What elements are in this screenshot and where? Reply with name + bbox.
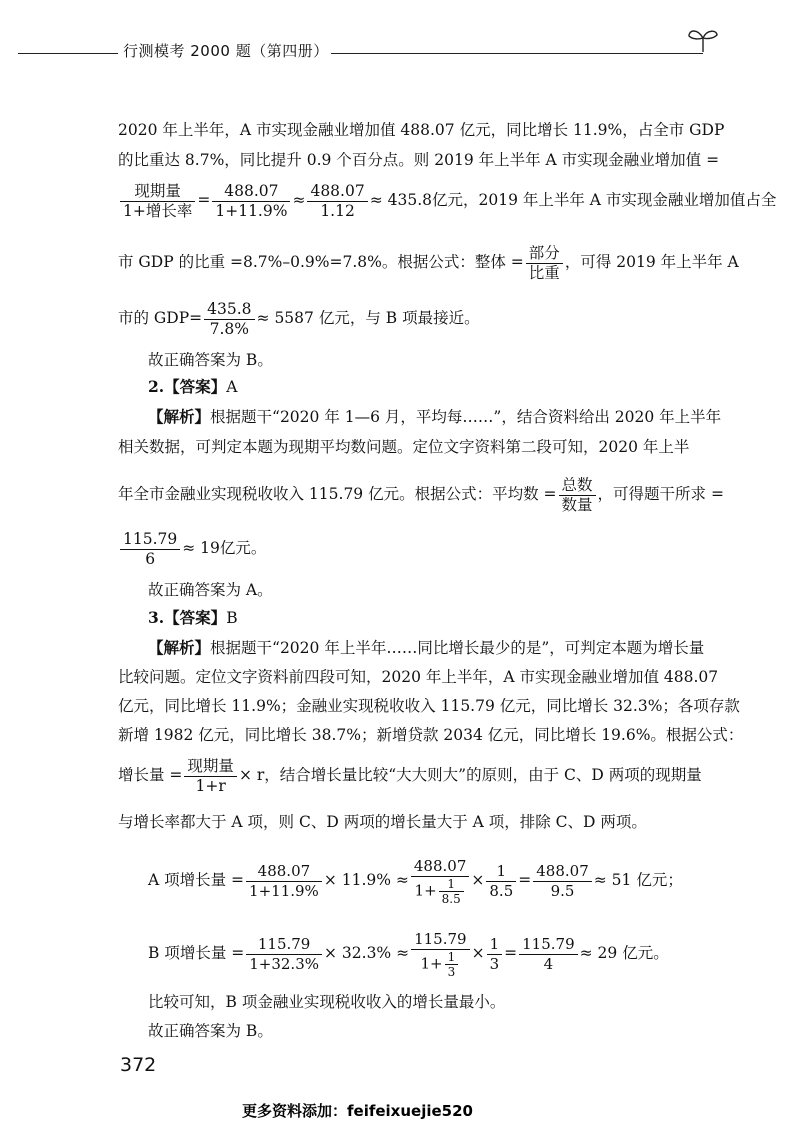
nested-fraction: 115.79 1+ $\frac{1}{3}$	[411, 930, 470, 979]
q3-answer: 3.【答案】B	[148, 608, 238, 627]
fraction: $\frac{435.8}{7.8\%}$	[204, 300, 254, 339]
q3-calc-a: A 项增长量 = $\frac{488.07}{1+11.9\%}$ × 11.9% ≈ 488.07 1+ $\frac{1}{8.5}$ × $\frac{1}{8.5}$ = $\frac{488.07}{9.5}$ ≈ 51 亿元；	[148, 856, 683, 906]
sprout-icon	[685, 24, 721, 54]
fraction: $\frac{488.07}{1.12}$	[307, 182, 367, 221]
q1-line-1: 2020 年上半年，A 市实现金融业增加值 488.07 亿元，同比增长 11.9%，占全市 GDP	[118, 121, 725, 139]
fraction: $\frac{\text{总数}}{\text{数量}}$	[559, 476, 596, 515]
q2-answer: 2.【答案】A	[148, 377, 238, 396]
q1-formula-line: $\frac{\text{现期量}}{\text{1+增长率}}$ = $\frac{488.07}{1+11.9\%}$ ≈ $\frac{488.07}{1.12}$ ≈ 435.8亿元，2019 年上半年 A 市实现金融业增加值占全	[118, 180, 776, 221]
q2-line-2: 相关数据，可判定本题为现期平均数问题。定位文字资料第二段可知，2020 年上半	[118, 438, 690, 456]
fraction-current-over-growth: $\frac{\text{现期量}}{\text{1+增长率}}$	[120, 182, 195, 221]
running-header	[18, 38, 718, 68]
footer-note: 更多资料添加：feifeixuejie520	[242, 1102, 473, 1120]
fraction: $\frac{488.07}{1+11.9\%}$	[246, 862, 322, 901]
q2-line-3: 年全市金融业实现税收收入 115.79 亿元。根据公式：平均数 = $\frac{\text{总数}}{\text{数量}}$ ，可得题干所求 =	[118, 475, 724, 514]
fraction: $\frac{115.79}{6}$	[120, 530, 180, 569]
page-number: 372	[120, 1054, 157, 1076]
header-title: 行测模考 2000 题（第四册）	[123, 42, 329, 60]
q3-calc-b: B 项增长量 = $\frac{115.79}{1+32.3\%}$ × 32.3% ≈ 115.79 1+ $\frac{1}{3}$ × $\frac{1}{3}$ = $\frac{115.79}{4}$ ≈ 29 亿元。	[148, 929, 669, 979]
q2-conclusion: 故正确答案为 A。	[148, 581, 273, 599]
q1-line-5: 市的 GDP= $\frac{435.8}{7.8\%}$ ≈ 5587 亿元，与 B 项最接近。	[118, 299, 480, 338]
fraction: $\frac{115.79}{1+32.3\%}$	[246, 935, 322, 974]
q3-line-2: 比较问题。定位文字资料前四段可知，2020 年上半年，A 市实现金融业增加值 488.07	[118, 668, 719, 686]
q3-conclusion: 故正确答案为 B。	[148, 1022, 273, 1040]
fraction: $\frac{1}{3}$	[487, 935, 503, 974]
fraction: $\frac{\text{现期量}}{1+r}$	[184, 757, 237, 796]
q1-line-4: 市 GDP 的比重 =8.7%–0.9%=7.8%。根据公式：整体 = $\frac{\text{部分}}{\text{比重}}$ ，可得 2019 年上半年 A	[118, 243, 739, 282]
q3-line-5: 增长量 = $\frac{\text{现期量}}{1+r}$ × r，结合增长量比较“大大则大”的原则，由于 C、D 两项的现期量	[118, 756, 702, 795]
fraction: $\frac{\text{部分}}{\text{比重}}$	[526, 244, 563, 283]
fraction: $\frac{488.07}{1+11.9\%}$	[212, 182, 290, 221]
fraction: $\frac{115.79}{4}$	[519, 935, 578, 974]
q3-line-6: 与增长率都大于 A 项，则 C、D 两项的增长量大于 A 项，排除 C、D 两项。	[118, 813, 647, 831]
q2-analysis-line-1: 【解析】根据题干“2020 年 1—6 月，平均每……”，结合资料给出 2020 年上半年	[148, 407, 722, 426]
q2-line-4: $\frac{115.79}{6}$ ≈ 19亿元。	[118, 528, 266, 569]
q3-compare: 比较可知，B 项金融业实现税收收入的增长量最小。	[148, 993, 506, 1011]
header-rule-right	[303, 53, 703, 54]
fraction: $\frac{1}{8.5}$	[486, 862, 516, 901]
q1-line-2: 的比重达 8.7%，同比提升 0.9 个百分点。则 2019 年上半年 A 市实现金融业增加值 =	[118, 151, 720, 169]
q3-line-3: 亿元，同比增长 11.9%；金融业实现税收收入 115.79 亿元，同比增长 32.3%；各项存款	[118, 697, 740, 715]
fraction: $\frac{488.07}{9.5}$	[533, 862, 592, 901]
nested-fraction: 488.07 1+ $\frac{1}{8.5}$	[411, 857, 470, 906]
q3-analysis-line-1: 【解析】根据题干“2020 年上半年……同比增长最少的是”，可判定本题为增长量	[148, 638, 705, 657]
q3-line-4: 新增 1982 亿元，同比增长 38.7%；新增贷款 2034 亿元，同比增长 19.6%。根据公式：	[118, 726, 744, 744]
header-rule-left	[18, 53, 118, 54]
q1-conclusion: 故正确答案为 B。	[148, 351, 273, 369]
